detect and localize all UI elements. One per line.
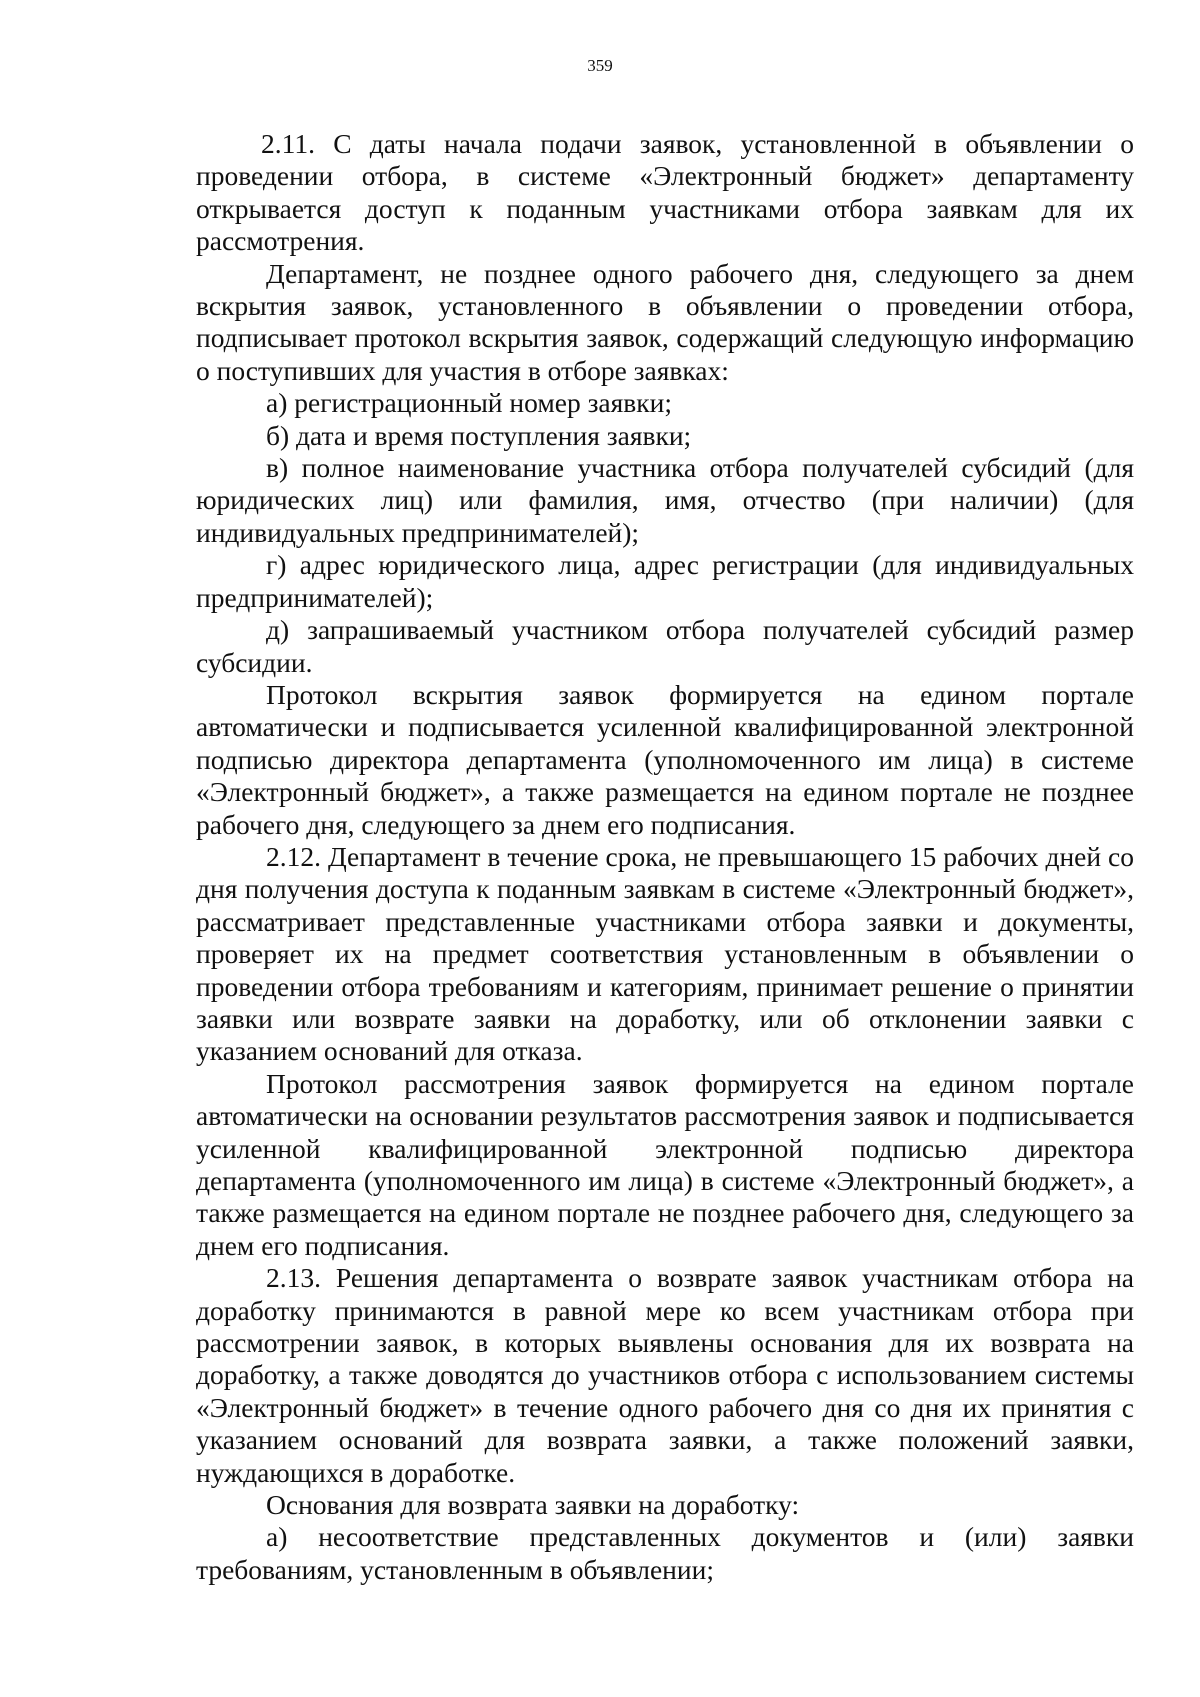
list-item-a: а) регистрационный номер заявки; [266,387,672,419]
list-item-g: г) адрес юридического лица, адрес регистрации (для индивидуальных предпринимателей); [196,549,1134,613]
list-item-return-a: а) несоответствие представленных документов и (или) заявки требованиям, установленным в объявлении; [196,1521,1134,1585]
paragraph-2-13: 2.13. Решения департамента о возврате заявок участникам отбора на доработку принимаются в равной мере ко всем участникам отбора при рассмотрении заявок, в которых выявлены основания для их возврата на доработку, а также доводятся до участников отбора с использованием системы «Электронный бюджет» в течение одного рабочего дня со дня их принятия с указанием оснований для возврата заявки, а также положений заявки, нуждающихся в доработке. [196,1262,1134,1488]
paragraph-2-12: 2.12. Департамент в течение срока, не превышающего 15 рабочих дней со дня получения доступа к поданным заявкам в системе «Электронный бюджет», рассматривает представленные участниками отбора заявки и документы, проверяет их на предмет соответствия установленным в объявлении о проведении отбора требованиям и категориям, принимает решение о принятии заявки или возврате заявки на доработку, или об отклонении заявки с указанием оснований для отказа. [196,840,1134,1067]
page-number: 359 [587,56,613,75]
paragraph-protocol-formation: Протокол вскрытия заявок формируется на едином портале автоматически и подписывается усиленной квалифицированной электронной подписью директора департамента (уполномоченного им лица) в системе «Электронный бюджет», а также размещается на едином портале не позднее рабочего дня, следующего за днем его подписания. [196,678,1134,840]
list-item-b: б) дата и время поступления заявки; [266,419,692,451]
paragraph-review-protocol: Протокол рассмотрения заявок формируется на едином портале автоматически на основании результатов рассмотрения заявок и подписывается усиленной квалифицированной электронной подписью директора департамента (уполномоченного им лица) в системе «Электронный бюджет», а также размещается на едином портале не позднее рабочего дня, следующего за днем его подписания. [196,1067,1134,1261]
paragraph-return-grounds: Основания для возврата заявки на доработку: [266,1489,800,1521]
list-item-d: д) запрашиваемый участником отбора получателей субсидий размер субсидии. [196,614,1134,678]
document-body [196,128,1134,1586]
paragraph-opening-protocol: Департамент, не позднее одного рабочего дня, следующего за днем вскрытия заявок, установленного в объявлении о проведении отбора, подписывает протокол вскрытия заявок, содержащий следующую информацию о поступивших для участия в отборе заявках: [196,257,1134,386]
list-item-v: в) полное наименование участника отбора получателей субсидий (для юридических лиц) или фамилия, имя, отчество (при наличии) (для индивидуальных предпринимателей); [196,452,1134,548]
paragraph-2-11: 2.11. С даты начала подачи заявок, установленной в объявлении о проведении отбора, в системе «Электронный бюджет» департаменту открывается доступ к поданным участниками отбора заявкам для их рассмотрения. [196,128,1134,257]
